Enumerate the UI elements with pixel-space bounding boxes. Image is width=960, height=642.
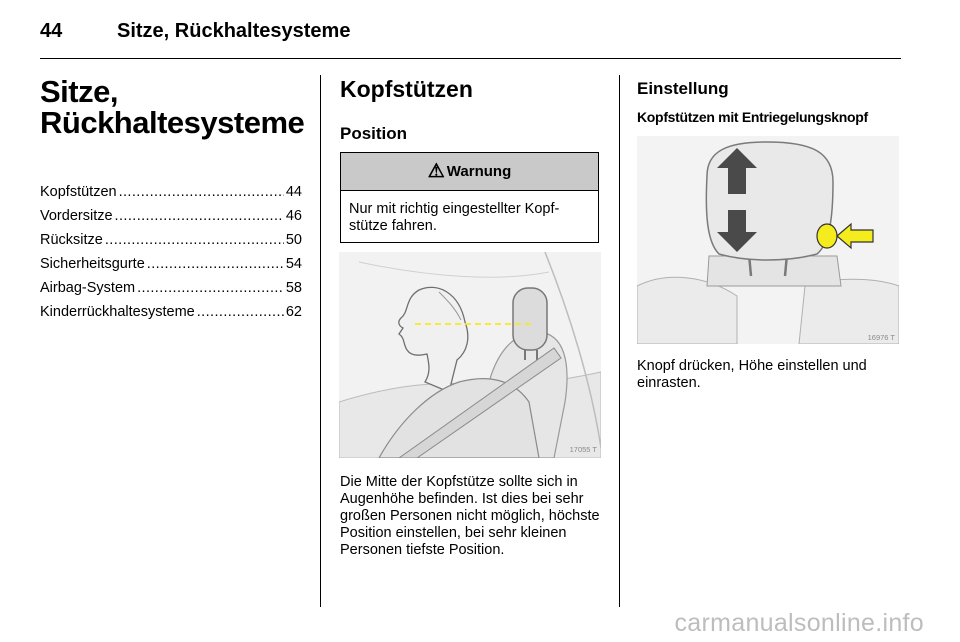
toc-label: Airbag-System	[40, 280, 136, 296]
toc-label: Kinderrückhaltesysteme	[40, 304, 195, 320]
toc-item[interactable]	[40, 180, 302, 204]
column-divider-left	[320, 75, 321, 607]
chapter-title	[40, 76, 304, 138]
section-heading-kopfstuetzen: Kopfstützen	[340, 76, 473, 102]
chapter-title-line1: Sitze,	[40, 74, 118, 109]
toc-page: 62	[285, 304, 302, 320]
body-text-adjustment: Knopf drücken, Höhe einstellen und einrasten.	[637, 358, 867, 391]
toc-item[interactable]	[40, 276, 302, 300]
warning-text: Nur mit richtig eingestellter Kopf-stütze fahren.	[349, 201, 560, 234]
toc-leader	[115, 204, 284, 228]
toc-item[interactable]	[40, 252, 302, 276]
toc-item[interactable]	[40, 228, 302, 252]
figure-id: 17055 T	[569, 445, 597, 454]
toc-item[interactable]	[40, 300, 302, 324]
headrest-adjust-drawing	[637, 136, 899, 344]
toc-label: Rücksitze	[40, 232, 103, 248]
toc-label: Kopfstützen	[40, 184, 117, 200]
toc-page: 44	[285, 184, 302, 200]
headrest-adjustment-illustration	[637, 136, 899, 344]
toc-leader	[147, 252, 284, 276]
toc-page: 54	[285, 256, 302, 272]
warning-title: Warnung	[446, 163, 512, 180]
page-number: 44	[40, 20, 63, 42]
toc-label: Vordersitze	[40, 208, 113, 224]
watermark: carmanualsonline.info	[674, 609, 924, 637]
chapter-title-line2: Rückhaltesysteme	[40, 105, 305, 140]
figure-id: 16976 T	[867, 333, 895, 342]
subheading-position: Position	[340, 124, 408, 143]
warning-header	[341, 153, 598, 191]
toc-item[interactable]	[40, 204, 302, 228]
column-divider-right	[619, 75, 620, 607]
toc-leader	[119, 180, 284, 204]
section-heading-einstellung: Einstellung	[637, 79, 729, 98]
toc-label: Sicherheitsgurte	[40, 256, 145, 272]
warning-triangle-icon: ⚠	[427, 161, 445, 182]
toc-page: 46	[285, 208, 302, 224]
table-of-contents	[40, 180, 302, 324]
toc-leader	[197, 300, 284, 324]
warning-box	[340, 152, 599, 243]
subheading-release-button: Kopfstützen mit Entriegelungsknopf	[637, 109, 868, 125]
header-rule	[40, 58, 901, 59]
headrest-position-illustration	[339, 252, 601, 458]
body-text-position: Die Mitte der Kopfstütze sollte sich in Augenhöhe befinden. Ist dies bei sehr großen Personen nicht möglich, höchste Position einstellen, bei sehr kleinen Personen tiefste Position.	[340, 474, 600, 558]
toc-leader	[105, 228, 284, 252]
toc-page: 50	[285, 232, 302, 248]
toc-leader	[137, 276, 284, 300]
driver-headrest-drawing	[339, 252, 601, 458]
toc-page: 58	[285, 280, 302, 296]
running-head: Sitze, Rückhaltesysteme	[117, 20, 351, 42]
